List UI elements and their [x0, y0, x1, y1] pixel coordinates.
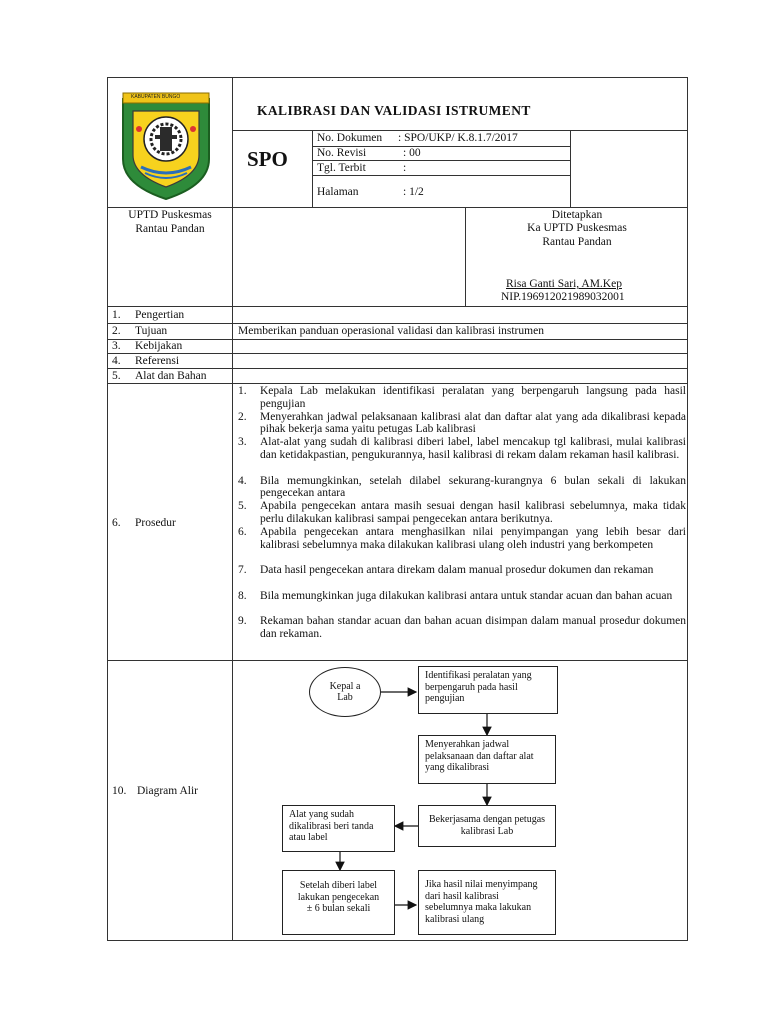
procedure-step: 4. Bila memungkinkan, setelah dilabel sekurang-kurangnya 6 bulan sekali di lakukan pengecekan antara — [238, 474, 686, 500]
procedure-step: 9. Rekaman bahan standar acuan dan bahan acuan disimpan dalam manual prosedur dokumen dan rekaman. — [238, 615, 686, 641]
approver-nip: NIP.196912021989032001 — [501, 291, 625, 303]
section-number: 2. — [112, 325, 121, 337]
flow-step: Menyerahkan jadwal pelaksanaan dan daftar alat yang dikalibrasi — [418, 735, 556, 784]
section-label: Prosedur — [135, 517, 176, 529]
logo — [117, 89, 215, 201]
section-number: 1. — [112, 309, 121, 321]
meta-value: : 1/2 — [403, 186, 424, 198]
flow-step: Jika hasil nilai menyimpang dari hasil kalibrasi sebelumnya maka lakukan kalibrasi ulang — [418, 870, 556, 935]
approval-label: Ditetapkan — [551, 209, 603, 221]
meta-value: : SPO/UKP/ K.8.1.7/2017 — [398, 132, 518, 144]
section-label: Tujuan — [135, 325, 168, 337]
divider — [107, 353, 688, 354]
procedure-step: 8. Bila memungkinkan juga dilakukan kalibrasi antara untuk standar acuan dan bahan acuan — [238, 589, 673, 602]
procedure-step: 7. Data hasil pengecekan antara direkam dalam manual prosedur dokumen dan rekaman — [238, 564, 654, 577]
meta-label: No. Revisi — [317, 147, 367, 159]
divider — [107, 383, 688, 384]
flow-step: Bekerjasama dengan petugas kalibrasi Lab — [418, 805, 556, 847]
meta-label: Tgl. Terbit — [317, 162, 366, 174]
divider — [107, 207, 688, 208]
regency-emblem-icon — [117, 89, 215, 201]
procedure-list — [236, 385, 686, 641]
approver-name: Risa Ganti Sari, AM.Kep — [506, 278, 622, 290]
org-name-line2: Rantau Pandan — [135, 223, 205, 235]
meta-label: No. Dokumen — [317, 132, 383, 144]
divider — [312, 160, 570, 161]
section-label: Diagram Alir — [137, 785, 198, 797]
border-top — [107, 77, 688, 78]
divider — [312, 130, 313, 208]
section-label: Kebijakan — [135, 340, 183, 352]
procedure-step: 3. Alat-alat yang sudah di kalibrasi diberi label, label mencakup tgl kalibrasi, mulai kalibrasi dan ketidakpastian, pengukurannya, hasil kalibrasi di rekam dalam rekaman hasil kalibrasi. — [238, 436, 686, 461]
document-title: KALIBRASI DAN VALIDASI ISTRUMENT — [257, 103, 531, 118]
flow-step: Alat yang sudah dikalibrasi beri tanda atau label — [282, 805, 395, 852]
section-label: Referensi — [135, 355, 180, 367]
approval-org: Rantau Pandan — [542, 236, 612, 248]
flow-start-node: Kepal a Lab — [309, 667, 381, 717]
section-number: 10. — [112, 785, 127, 797]
divider — [232, 130, 688, 131]
divider — [107, 323, 688, 324]
meta-value: : — [403, 162, 407, 174]
section-label: Pengertian — [135, 309, 185, 321]
flow-step: Setelah diberi label lakukan pengecekan ± 6 bulan sekali — [282, 870, 395, 935]
procedure-step: 2. Menyerahkan jadwal pelaksanaan kalibrasi alat dan daftar alat yang ada dikalibrasi kepada pihak bekerja sama yaitu petugas Lab kalibrasi — [238, 410, 686, 436]
section-content: Memberikan panduan operasional validasi dan kalibrasi instrumen — [238, 325, 544, 337]
section-number: 4. — [112, 355, 121, 367]
procedure-step: 5. Apabila pengecekan antara masih sesuai dengan hasil kalibrasi sebelumnya, maka tidak perlu dilakukan kalibrasi sampai pengecekan antara berikutnya. — [238, 500, 686, 525]
flow-step: Identifikasi peralatan yang berpengaruh pada hasil pengujian — [418, 666, 558, 714]
divider — [107, 660, 688, 661]
divider — [312, 175, 570, 176]
logo-caption: KABUPATEN BUNGO — [131, 94, 181, 100]
section-number: 5. — [112, 370, 121, 382]
divider — [107, 368, 688, 369]
meta-value: : 00 — [403, 147, 421, 159]
approval-position: Ka UPTD Puskesmas — [527, 222, 627, 234]
org-name-line1: UPTD Puskesmas — [128, 209, 212, 221]
procedure-step: 1. Kepala Lab melakukan identifikasi peralatan yang berpengaruh langsung pada hasil pengujian — [238, 385, 686, 410]
divider — [570, 130, 571, 208]
border-bottom — [107, 940, 688, 941]
meta-label: Halaman — [317, 186, 359, 198]
divider — [107, 306, 688, 307]
section-label: Alat dan Bahan — [135, 370, 207, 382]
procedure-step: 6. Apabila pengecekan antara menghasilkan nilai penyimpangan yang lebih besar dari kalibrasi sebelumnya maka dilakukan kalibrasi ulang oleh industri yang berkompeten — [238, 525, 686, 551]
spo-label: SPO — [247, 147, 288, 171]
section-number: 3. — [112, 340, 121, 352]
divider — [107, 339, 688, 340]
section-number: 6. — [112, 517, 121, 529]
